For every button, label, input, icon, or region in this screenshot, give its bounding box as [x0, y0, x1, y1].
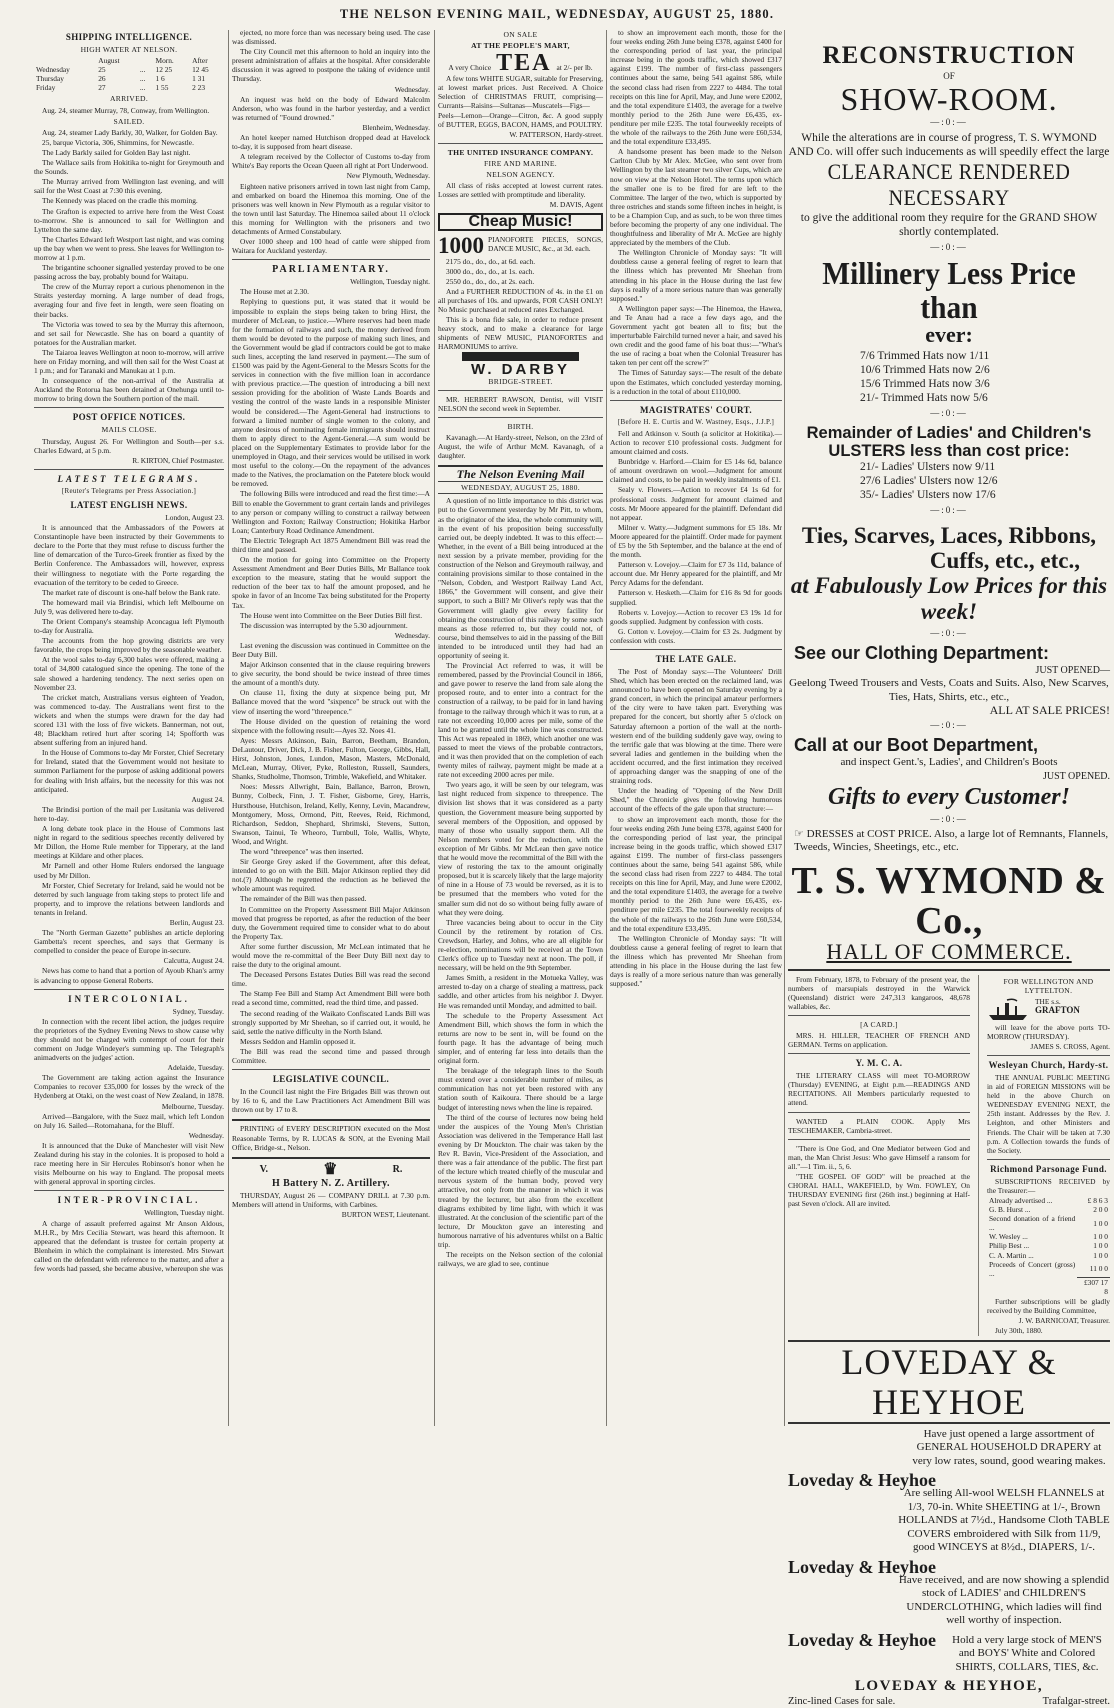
- dateline: Calcutta, August 24.: [163, 956, 224, 966]
- article-text: The remainder of the Bill was then passed.: [240, 894, 367, 904]
- loveday-item: [788, 1556, 1110, 1577]
- tea-ad: [438, 50, 603, 77]
- table-row: Friday 27 ... 1 55 2 23: [36, 83, 206, 93]
- article-text: Major Atkinson consented that in the clause requiring brewers to give security, the bond should be twice instead of three times the amount of a month's duty.: [232, 660, 430, 688]
- article-text: Sir George Grey asked if the Government, after this defeat, intended to go on with the Bill. Major Atkinson replied they did not.(?) Although he regretted the reduction as he believed the whole amount was required.: [232, 857, 430, 894]
- ad-text: Have received, and are now showing a splendid stock of LADIES' and CHILDREN'S UNDERCLOTHING, which ladies will find well worthy of inspection.: [898, 1573, 1110, 1627]
- ad-heading: ON SALE: [503, 30, 538, 39]
- price: at 2/- per lb.: [556, 63, 593, 73]
- signature: J. W. BARNICOAT, Treasurer.: [1018, 1315, 1110, 1325]
- section-heading: LEGISLATIVE COUNCIL.: [272, 1074, 390, 1085]
- article-text: The third of the course of lectures now being held under the auspices of the Young Men's Christian Association was delivered in the Temperance Hall last evening by Dr Mouckton. The chair was taken by the Rev R. Bavin, Vice-President of the Association, and there was a fair attendance of the public. The first part of the lecture which treated chiefly of the muscular and nervous system of the human body, proved very attractive, not only from the manner in which it was treated by the lecturer, but also from the excellent diagrams exhibited by lime light, with which it was illustrated. At the conclusion of the scientific part of the lecture, Dr Mouckton gave an interesting and humorous narrative of his adventures whilst on a Baltic trip.: [438, 1112, 604, 1249]
- ad-text: 2550 do., do., do., at 2s. each.: [446, 276, 535, 286]
- article-text: In Committee on the Property Assessment Bill Major Atkinson moved that progress be reported, as after the reduction of the beer duty, the Government required time to consider what to do about the Property Tax.: [232, 904, 430, 941]
- newspaper-title: The Nelson Evening Mail: [456, 467, 585, 482]
- dateline: Blenheim, Wednesday.: [362, 122, 430, 132]
- signature: BURTON WEST, Lieutenant.: [341, 1209, 430, 1219]
- article-text: A charge of assault preferred against Mr Anson Aldous, M.H.R., by Mrs Cecilia Stewart, was heard this afternoon. It appeared that the defendant is trustee for certain property at Blenheim in which the complainant is interested. Mrs Stewart called on the defendant with reference to the matter, and after a few words had passed, she became abusive, whereupon she was: [34, 1218, 224, 1273]
- article-text: An hotel keeper named Hutchison dropped dead at Havelock to-day, it is supposed from heart disease.: [232, 133, 430, 152]
- ad-text: Are selling All-wool WELSH FLANNELS at 1/3, 70-in. White SHEETING at 1/-, Brown HOLLANDS at 7½d., Handsome Cloth TABLE COVERS embroidered with Silk from 11/9, good WINCEYS at 8½d., DIAPERS, 1/-.: [898, 1487, 1110, 1554]
- ad-text: 2175 do., do., do., at 6d. each.: [446, 256, 536, 266]
- article-text: The crew of the Murray report a curious phenomenon in the Straits yesterday morning. A large number of dead frogs, averaging four and five feet in length, were seen floating on their backs.: [34, 282, 224, 319]
- article-text: In consequence of the non-arrival of the Australia at Auckland the Rotorua has been detained at Onehunga until to-morrow to bring down the Southern portion of the mail.: [34, 376, 224, 404]
- price-row: 15/6 Trimmed Hats now 3/6: [860, 378, 990, 390]
- loveday-name: Loveday & Heyhoe: [788, 1470, 936, 1491]
- article-text: A telegram received by the Collector of Customs to-day from White's Bay reports the Ocean Queen all right at Port Underwood.: [232, 152, 430, 171]
- article-text: The homeward mail via Brindisi, which left Melbourne on July 9, was delivered here to-day.: [34, 597, 224, 616]
- table-row: Proceeds of Concert (gross) ... 11 0 0: [989, 1259, 1108, 1278]
- ad-headline: See our Clothing Department:: [794, 643, 1050, 663]
- separator: —:0:—: [930, 628, 968, 638]
- subheading: [A CARD.]: [860, 1019, 898, 1029]
- article-text: The second reading of the Waikato Confiscated Lands Bill was strongly supported by Mr Sheehan, so if carried out, it would, he said, settle the native difficulty in the North Island.: [232, 1008, 430, 1036]
- article-text: The Charles Edward left Westport last night, and was coming up the bay when we went to press. She leaves for Wellington to-morrow at 1 p.m.: [34, 234, 224, 262]
- ad-heading: Wesleyan Church, Hardy-st.: [988, 1059, 1109, 1070]
- ad-text: MRS. H. HILLER, TEACHER OF FRENCH AND GERMAN. Terms on application.: [788, 1030, 970, 1050]
- table-row: Philip Best ... 1 0 0: [989, 1241, 1108, 1251]
- ad-headline: HALL OF COMMERCE.: [826, 938, 1072, 964]
- article-text: Eighteen native prisoners arrived in town last night from Camp, and embarked on board the Hinemoa this morning. One of the prisoners was well known in New Plymouth as a regular visitor to the town until last Saturday. The Hinemoa sailed about 11 o'clock this morning for Wellington with the prisoners and two detachments of Armed Constabulary.: [232, 181, 430, 236]
- article-text: Kavanagh.—At Hardy-street, Nelson, on the 23rd of August, the wife of Arthur McM. Kavanagh, of a daughter.: [438, 432, 603, 461]
- article-text: Mr Parnell and other Home Rulers endorsed the language used by Mr Dillon.: [34, 861, 224, 880]
- ad-headline: Ties, Scarves, Laces, Ribbons,: [801, 523, 1097, 548]
- article-text: The Deceased Persons Estates Duties Bill was read the second time.: [232, 970, 430, 989]
- column-1: [34, 28, 224, 1428]
- subheading: BIRTH.: [507, 421, 534, 431]
- cipher-letter: V.: [259, 1163, 269, 1175]
- ad-headline: RECONSTRUCTION: [822, 42, 1076, 69]
- ad-heading: NELSON AGENCY.: [486, 170, 555, 180]
- section-heading: MAGISTRATES' COURT.: [640, 404, 752, 415]
- ad-headline: Millinery Less Price than: [822, 255, 1076, 325]
- dateline: New Plymouth, Wednesday.: [346, 171, 430, 181]
- article-text: Under the heading of "Opening of the New Drill Shed," the Chronicle gives the following humorous account of the effects of the gale upon that structure:—: [610, 786, 782, 814]
- ad-text: Zinc-lined Cases for sale.: [788, 1696, 896, 1708]
- ad-text: This is a bona fide sale, in order to reduce present heavy stock, and to make a clearance for large shipments of NEW MUSIC, PIANOFORTES and HARMONIUMS to arrive.: [438, 315, 603, 352]
- ad-text: While the alterations are in course of progress, T. S. WYMOND AND Co. will offer such inducements as will speedily effect the large: [788, 132, 1110, 158]
- ad-text: will leave for the above ports TO-MORROW (THURSDAY).: [987, 1022, 1110, 1041]
- article-text: In the House of Commons to-day Mr Forster, Chief Secretary for Ireland, stated that the Government would not hesitate to summon Parliament for the purpose of asking additional powers for dealing with Irish affairs, but the necessity for this was not anticipated.: [34, 748, 224, 794]
- article-text: to show an improvement each month, those for the four weeks ending 26th June being £378, against £400 for the corresponding period of last year, the principal increase being in the goods traffic, which showed £317 against £199. The number of first-class passengers continues about the same, being 541 against 586, while the second class had risen from 2227 to 4484. The total receipts on this line for April, May, and June were £2002, and the total expenditure £1403, the average for a twelve monthly period to the 26th June were £6,435, ex-penditure per mile £235. The total fourweekly receipts of the whole of the railways to the 26th June were £60,534, and the total expenditure £33,495.: [610, 28, 782, 147]
- loveday-name: Loveday & Heyhoe: [788, 1556, 936, 1577]
- loveday-name: Loveday & Heyhoe: [788, 1629, 936, 1650]
- steamship-icon: [987, 997, 1031, 1023]
- article-text: The schedule to the Property Assessment Act Amendment Bill, which shows the form in which the returns are now to be sent in, will be found on the fourth page. It has the advantage of being much simpler, and of entering far less into details than the original form.: [438, 1010, 603, 1066]
- article-text: The Kennedy was placed on the cradle this morning.: [42, 196, 198, 206]
- article-text: In the Council last night the Fire Brigades Bill was thrown out by 16 to 6, and the Law Practitioners Act Amendment Bill was thrown out by 17 to 8.: [232, 1087, 430, 1115]
- article-text: The brigantine schooner signalled yesterday proved to be one passing across the bay, probably bound for Waitapu.: [34, 263, 224, 282]
- article-text: The Orient Company's steamship Aconcagua left Plymouth to-day for Australia.: [34, 616, 224, 636]
- battery-heading: H Battery N. Z. Artillery.: [272, 1177, 390, 1189]
- article-text: The accounts from the hop growing districts are very favorable, the crops being improved by the seasonable weather.: [34, 636, 224, 655]
- article-text: Arrived—Bangalore, with the Suez mail, which left London on July 16. Sailed—Rotomahana, for the Bluff.: [34, 1111, 224, 1130]
- ad-text: OF: [943, 71, 955, 81]
- article-text: ejected, no more force than was necessary being used. The case was dismissed.: [232, 28, 430, 47]
- darby-name: W. DARBY: [471, 361, 570, 379]
- darby-banner: [462, 352, 579, 361]
- article-text: The Grafton is expected to arrive here from the West Coast to-morrow. She is announced to sail for Wellington and Lyttelton the same day.: [34, 206, 224, 234]
- section-heading: LATEST ENGLISH NEWS.: [70, 499, 188, 510]
- ad-heading: THE UNITED INSURANCE COMPANY.: [447, 147, 594, 157]
- article-text: Last evening the discussion was continued in Committee on the Beer Duty Bill.: [232, 640, 430, 659]
- loveday-item: [788, 1470, 1110, 1491]
- table-row: Thursday 26 ... 1 6 1 31: [36, 74, 206, 84]
- crown-icon: ♛: [323, 1160, 338, 1178]
- signature: M. DAVIS, Agent: [549, 200, 603, 210]
- ad-text: A few tons WHITE SUGAR, suitable for Preserving, at lowest market prices. Just Received. A Choice Selection of CHRISTMAS FRUIT, comprising—Currants—Raisins—Sultanas—Muscatels—Figs—Peels—Lemon—Orange—Citron, &c. A good supply of BUTTER, EGGS, BACON, HAMS, and POULTRY.: [438, 74, 603, 129]
- separator: —:0:—: [930, 813, 968, 824]
- article-text: The House divided on the question of retaining the word sixpence with the following result:—Ayes 32. Noes 41.: [232, 716, 430, 735]
- column-rule: [434, 30, 435, 1426]
- section-heading: INTER-PROVINCIAL.: [57, 1195, 201, 1206]
- ad-text: JUST OPENED.: [1042, 770, 1110, 782]
- ad-text: MR. HERBERT RAWSON, Dentist, will VISIT NELSON the second week in September.: [438, 394, 603, 413]
- table-row: W. Wesley ... 1 0 0: [989, 1232, 1108, 1242]
- article-text: Fell and Atkinson v. South (a solicitor at Hokitika).—Action to recover £10 professional costs. Judgment for amount claimed and costs.: [610, 428, 782, 457]
- advertisement-column: [788, 28, 1110, 1708]
- table-header: Morn.: [155, 56, 174, 66]
- separator: —:0:—: [930, 408, 968, 418]
- article-text: The following Bills were introduced and read the first time:—A Bill to enable the Government to grant certain lands and privileges to any person or company willing to construct a railway between Wellington and Foxton; Railway Construction; Hokitika Harbor Loan; Canterbury Road Ordinance Amendment.: [232, 489, 430, 535]
- ad-text: JUST OPENED—: [1035, 665, 1110, 676]
- ad-text: "THE GOSPEL OF GOD" will be preached at the CHORAL HALL, WAKEFIELD, by Wm. FOWLEY, On THURSDAY EVENING first (26th inst.) beginning at Half-past Seven o'clock. All are invited.: [788, 1172, 970, 1209]
- section-heading: INTERCOLONIAL.: [68, 993, 190, 1004]
- subheading: ARRIVED.: [109, 94, 149, 104]
- column-rule: [784, 30, 785, 1426]
- article-text: The House met at 2.30.: [240, 287, 309, 297]
- table-row: Already advertised ... £ 8 6 3: [989, 1196, 1108, 1205]
- lower-ads: [788, 969, 1110, 1336]
- article-text: Two years ago, it will be seen by our telegram, was last night reduced from sixpence to threepence. The division list shows that it was considered as a party question, the Government measure being supported by several members of the Opposition, and opposed by many of those who usually support them. All the Nelson members voted for the reduction, with the exception of Mr Gibbs. Mr McLean then gave notice that he would move the recommittal of the Bill with the view of restoring the tax to the amount originally proposed, but it is scarcely likely that the large majority of nine in a House of 73 would be reversed, as it is to be presumed that the members who voted for the smaller sum did not do so without being fully aware of what they were doing.: [438, 780, 603, 917]
- loveday-footer: LOVEDAY & HEYHOE,: [854, 1678, 1044, 1695]
- article-text: Patterson v. Lovejoy.—Claim for £7 3s 11d, balance of account due. Mr Henry appeared for the plaintiff, and Mr Percy Adams for the defendant.: [610, 560, 782, 588]
- tea-headline: TEA: [496, 50, 552, 77]
- article-text: In connection with the recent libel action, the judges require the proprietors of the Sydney Evening News to show cause why they should not be charged with contempt of court for their comment on Judge Windeyer's summing up. The Telegraph's animadverts on the judges' action.: [34, 1016, 224, 1063]
- price-row: 35/- Ladies' Ulsters now 17/6: [860, 489, 996, 501]
- ad-text: Further subscriptions will be gladly received by the Building Committee,: [987, 1296, 1110, 1315]
- table-header: August: [98, 56, 120, 66]
- ad-headline: Cuffs, etc., etc.,: [929, 548, 1080, 573]
- ad-text: and inspect Gent.'s, Ladies', and Children's Boots: [840, 756, 1058, 768]
- article-text: The City Council met this afternoon to hold an inquiry into the present administration of affairs at the hospital. After considerable discussion it was agreed to postpone the taking of evidence until Thursday.: [232, 47, 430, 84]
- ad-text: "There is One God, and One Mediator between God and man, the Man Christ Jesus: Who gave Himself a ransom for all."—1 Tim. ii., 5, 6.: [788, 1143, 970, 1171]
- section-heading: LATEST TELEGRAMS.: [57, 473, 201, 484]
- article-text: G. Cotton v. Lovejoy.—Claim for £3 2s. Judgment by confession with costs.: [610, 626, 782, 645]
- article-text: The market rate of discount is one-half below the Bank rate.: [42, 587, 220, 597]
- ad-text: 3000 do., do., do., at 1s. each.: [446, 266, 535, 276]
- article-text: An inquest was held on the body of Edward Malcolm Anderson, who was found in the harbor yesterday, and a verdict was returned of "Found drowned.": [232, 94, 430, 122]
- section-heading: THE LATE GALE.: [655, 654, 737, 664]
- subscriptions-table: [987, 1196, 1110, 1297]
- article-text: to show an improvement each month, those for the four weeks ending 26th June being £378, against £400 for the corresponding period of last year, the principal increase being in the goods traffic, which showed £317 against £199. The number of first-class passengers continues about the same, being 541 against 586, while the second class had risen from 2227 to 4484. The total receipts on this line for April, May, and June were £2002, and the total expenditure £1403, the average for a twelve monthly period to the 26th June were £6,435, ex-penditure per mile £235. The total fourweekly receipts of the whole of the railways to the 26th June were £60,534, and the total expenditure £33,495.: [610, 814, 782, 933]
- signature: R. KIRTON, Chief Postmaster.: [132, 455, 224, 465]
- ad-heading: AT THE PEOPLE'S MART,: [471, 41, 570, 51]
- article-text: Three vacancies being about to occur in the City Council by the retirement by rotation of Crs. Crewdson, Harley, and Johns, who are all eligible for re-election, nominations will be received at the Town Clerk's office up to Tuesday next at noon. The poll, if necessary, will be held on the 9th September.: [438, 917, 603, 973]
- article-text: On clause 11, fixing the duty at sixpence being put, Mr Ballance moved that the word "sixpence" be struck out with the view of inserting the word "threepence.": [232, 688, 430, 716]
- ad-text: All class of risks accepted at lowest current rates. Losses are settled with promptitude and liberality.: [438, 181, 603, 200]
- article-text: News has come to hand that a portion of Ayoub Khan's army is advancing to oppose General Roberts.: [34, 966, 224, 985]
- article-text: The "North German Gazette" publishes an article deploring Gambetta's recent speeches, and says that Germany is compelled to consider the peace of Europe in-secure.: [34, 928, 224, 956]
- ad-headline: Remainder of Ladies' and Children's ULSTERS less than cost price:: [806, 424, 1092, 460]
- price-row: 27/6 Ladies' Ulsters now 12/6: [860, 475, 998, 487]
- loveday-item: [788, 1629, 1110, 1675]
- article-text: Ayes: Messrs Atkinson, Bain, Barron, Beetham, Brandon, DeLautour, Driver, Dick, J. B. Fisher, Fulton, George, Gibbs, Hall, Hirst, Johnston, Jones, Lundon, Mason, Masters, McDonald, McLean, Murray, Oliver, Pyke, Rolleston, Russell, Saunders, Shanks, Studholme, Thomson, Trimble, Wakefield, and Whitaker.: [232, 735, 430, 782]
- ship-ad: [987, 997, 1110, 1023]
- dateline: Berlin, August 23.: [169, 917, 224, 927]
- article-text: Noes: Messrs Allwright, Bain, Ballance, Barron, Brown, Bunny, Colbeck, Finn, J. T. Fisher, Gisborne, Grey, Harris, Hursthouse, Hutchison, Ireland, Kelly, Kenny, Levin, Macandrew, Montgomery, Moss, Ormond, Pitt, Reeves, Reid, Richmond, Richardson, Seddon, Shephard, Shrimski, Stevens, Sutton, Swanson, Tainui, Te Wheoro, Turnbull, Tole, Wallis, Whyte, Wood, and Wright.: [232, 782, 430, 846]
- table-row: C. A. Martin ... 1 0 0: [989, 1250, 1108, 1260]
- price-row: 10/6 Trimmed Hats now 2/6: [860, 364, 990, 376]
- section-heading: POST OFFICE NOTICES.: [72, 412, 186, 423]
- article-text: A Wellington paper says:—The Hinemoa, the Hawea, and Te Anau had a race a few days ago, and the Government yacht got beaten all to fits; but the imperturbable Fairchild turned never a hair, and saved his own credit and the good fame of his boat thus:—"What's the use of racing a boat when the Colonial Treasurer has taken ten per cent off the screw?": [610, 303, 782, 368]
- article-text: The Victoria was towed to sea by the Murray this afternoon, and set sail for Newcastle. She has on board a quantity of potatoes for the Australian market.: [34, 319, 224, 347]
- section-heading: SHIPPING INTELLIGENCE.: [65, 32, 193, 42]
- article-text: Replying to questions put, it was stated that it would be impossible to explain the steps being taken to bring Hirst, the murderer of McLean, to justice.—Where reserves had been made for the formation of railways and such, the money derived from them would be devoted to the purpose of making such lines, and the Government would be glad if contractors could be got to make such lines, accepting the land reserved in payment.—The sum of £1500 was paid by the Agent-General to the Messrs Scotts for the services in connection with the five million loan in accordance with previous practice.—The question of introducing a bill next session providing for the abolition of Waste Lands Boards and vesting the control of the waste lands in a responsible Minister would be considered.—The Agent-General had instructions to forward a limited number of single women to the colony, and anyone desirous of nominating female immigrants should instruct them to apply direct to the Agent-General.—A sum would be placed on the Supplementary Estimates to provide labor for the unemployed in Otago, and their services would be utilised in work most useful to the colony.—On the repayment of the advances made to the Natives, the proclamation on the Patetere block would be removed.: [232, 297, 430, 489]
- ad-text: THE s.s.: [1035, 996, 1061, 1006]
- ad-heading: Richmond Parsonage Fund.: [990, 1163, 1107, 1174]
- article-text: Milner v. Watty.—Judgment summons for £5 18s. Mr Moore appeared for the plaintiff. Order made for payment of £5 by the 5th September, and the balance at the end of the month.: [610, 522, 782, 560]
- ad-text: THE ANNUAL PUBLIC MEETING in aid of FOREIGN MISSIONS will be held in the above Church on WEDNESDAY EVENING NEXT, the 25th instant. Addresses by the Rev. J. Leighton, and other Ministers and Friends. The Chair will be taken at 7.30 p.m. A Collection towards the funds of the Society.: [987, 1072, 1110, 1155]
- article-text: Bunbridge v. Harford.—Claim for £5 14s 6d, balance of amount overdrawn on wool.—Judgment for amount claimed and costs, to be paid in weekly instalments of £1.: [610, 457, 782, 485]
- dateline: Wellington, Tuesday night.: [144, 1208, 224, 1218]
- article-text: It is announced that the Duke of Manchester will visit New Zealand during his stay in the colonies. It is proposed to hold a race meeting here in Sir Hercules Robinson's honor when he visits Melbourne on his way to England. The proposal meets with general approval in sporting circles.: [34, 1140, 224, 1187]
- article-text: The breakage of the telegraph lines to the South must extend over a considerable number of miles, as communication has not yet been restored with any station south of Kaikoura. There should be a large budget of interesting news when the line is repaired.: [438, 1066, 603, 1112]
- article-text: The Lady Barkly sailed for Golden Bay last night.: [42, 147, 191, 157]
- price-row: 7/6 Trimmed Hats now 1/11: [860, 350, 990, 362]
- ad-text: THE LITERARY CLASS will meet TO-MORROW (Thursday) EVENING, at Eight p.m.—READINGS AND RECITATIONS. All Members particularly requested to attend.: [788, 1071, 970, 1108]
- article-text: The Wellington Chronicle of Monday says: "It will doubtless cause a general feeling of regret to learn that the illness which has prevented Mr Sheehan from attending in his place in the House during the last few days is really of a more serious nature than was generally supposed.": [610, 933, 782, 989]
- dateline: Adelaide, Tuesday.: [167, 1063, 224, 1073]
- signature: W. PATTERSON, Hardy-street.: [509, 129, 603, 139]
- ad-headline: at Fabulously Low Prices for this week!: [790, 573, 1108, 624]
- article-text: It is announced that the Ambassadors of the Powers at Constantinople have been instructed by their Governments to declare to the Porte that they must refuse to discuss further the line of demarcation of the Turco-Greek frontier as fixed by the Berlin Conference. The Ambassadors will, however, express their willingness to negotiate with the Porte regarding the evacuation of the territory to be ceded to Greece.: [34, 523, 224, 587]
- dateline: Sydney, Tuesday.: [172, 1006, 224, 1016]
- signature: JAMES S. CROSS, Agent.: [1030, 1041, 1110, 1051]
- ad-text: PIANOFORTE PIECES, SONGS, DANCE MUSIC, &c., at 3d. each.: [488, 234, 603, 253]
- article-text: A handsome present has been made to the Nelson Carlton Club by Mr Alex. McGee, who sent over from Wellington by the last steamer two silver Cups, which are now on view at the Nelson Hotel. The terms upon which the smaller one is to be fired for are left to the Committee. The larger of the two, which is supported by three ostriches and stands some fifteen inches in height, is to be a Champion Cup, and as such, to be won three times before becoming the property of any one individual. The thoughtfulness and liberality of Mr A. McGee are highly appreciated by the members of the Club.: [610, 147, 782, 248]
- article-text: The Post of Monday says:—The Volunteers' Drill Shed, which has been erected on the reclaimed land, was announced to have been opened on Saturday evening by a grand concert, in which the principal amateur performers of the city were to have taken part. Everything was prepared for the concert, but shortly after 5 o'clock on Saturday afternoon a portion of the wall at the north-western end of the building suddenly gave way, owing to the terrific gale that was blowing at the time. There were several ladies and gentlemen in the building when the accident occurred, and the first intimation they received of approaching danger was the snapping of one of the straining rods.: [610, 667, 782, 786]
- ad-headline: SHOW-ROOM.: [840, 81, 1058, 117]
- subheading: MAILS CLOSE.: [101, 425, 157, 435]
- article-text: A long debate took place in the House of Commons last night in regard to the seditious speeches recently delivered by Mr Dillon, the Home Rule member for Tipperary, at the land meetings at Kildare and other places.: [34, 824, 224, 861]
- ad-text: to give the additional room they require for the GRAND SHOW shortly contemplated.: [800, 212, 1098, 238]
- column-4: [610, 28, 782, 1428]
- ad-heading: Y. M. C. A.: [855, 1058, 903, 1069]
- ad-text: And a FURTHER REDUCTION of 4s. in the £1 on all purchases of 10s. and upwards, FOR CASH ONLY! No Music purchased at reduced rates Exchanged.: [438, 286, 603, 314]
- ad-text: ALL AT SALE PRICES!: [989, 703, 1110, 717]
- printing-notice: PRINTING of EVERY DESCRIPTION executed on the Most Reasonable Terms, by R. LUCAS & SON, at the Evening Mail Office, Bridge-st., Nelson.: [232, 1124, 430, 1152]
- table-row: G. B. Hurst ... 2 0 0: [989, 1205, 1108, 1215]
- date-line: WEDNESDAY, AUGUST 25, 1880.: [438, 481, 603, 494]
- separator: —:0:—: [930, 505, 968, 515]
- dateline: Wednesday.: [188, 1130, 224, 1140]
- subheading: [Reuter's Telegrams per Press Association.]: [61, 486, 197, 495]
- column-rule: [228, 30, 229, 1426]
- table-row: Second donation of a friend ... 1 0 0: [989, 1214, 1108, 1233]
- ad-headline: CLEARANCE RENDERED NECESSARY: [827, 159, 1071, 210]
- article-text: James Smith, a resident in the Motueka Valley, was arrested to-day on a charge of stealing a mattress, pack saddle, and other articles from his neighbor J. Dwyer. He was remanded until Monday, and admitted to bail.: [438, 973, 603, 1010]
- article-text: Patterson v. Hesketh.—Claim for £16 8s 9d for goods supplied.: [610, 588, 782, 607]
- lower-ads-right: [987, 975, 1110, 1336]
- pointing-hand-icon: ☞: [794, 827, 804, 840]
- price-row: 21/- Trimmed Hats now 5/6: [860, 392, 988, 404]
- article-text: The House went into Committee on the Beer Duties Bill first.: [240, 610, 423, 620]
- ship-name: GRAFTON: [1035, 1004, 1080, 1015]
- article-text: The Bill was read the second time and passed through Committee.: [232, 1046, 430, 1066]
- cheap-music-headline: Cheap Music!: [438, 213, 603, 230]
- article-text: Mr Forster, Chief Secretary for Ireland, said he would not be deterred by such language from taking steps to protect life and property, and to improve the relations between landlords and tenants in Ireland.: [34, 880, 224, 917]
- royal-cipher: [232, 1160, 430, 1178]
- article-text: Over 1000 sheep and 100 head of cattle were shipped from Waitara for Auckland yesterday.: [232, 237, 430, 256]
- ad-text: A very Choice: [448, 63, 492, 73]
- ad-headline: Call at our Boot Department,: [794, 735, 1039, 755]
- column-rule: [606, 30, 607, 1426]
- ad-headline: Gifts to every Customer!: [828, 783, 1070, 810]
- article-text: 25, barque Victoria, 306, Shimmins, for Newcastle.: [42, 137, 194, 147]
- ad-text: Geelong Tweed Trousers and Vests, Coats and Suits. Also, New Scarves, Ties, Hats, Shirts, etc., etc.,: [789, 677, 1109, 703]
- article-text: The receipts on the Nelson section of the colonial railways, we are glad to see, continue: [438, 1250, 603, 1269]
- loveday-headline: LOVEDAY & HEYHOE: [788, 1340, 1110, 1424]
- dateline: Wellington, Tuesday night.: [350, 277, 430, 287]
- lower-ads-left: [788, 975, 970, 1336]
- ad-headline: ever:: [925, 322, 973, 347]
- column-3: [438, 28, 603, 1428]
- article-text: The Wellington Chronicle of Monday says: "It will doubtless cause a general feeling of regret to learn that the illness which has prevented Mr Sheehan from attending in his place in the House during the last few days is really of a more serious nature than was generally supposed.": [610, 248, 782, 303]
- article-text: The Wallace sails from Hokitika to-night for Greymouth and the Sounds.: [34, 158, 224, 177]
- cipher-letter: R.: [392, 1163, 403, 1175]
- article-text: Sealy v. Flowers.—Action to recover £4 1s 6d for professional costs. Judgment for amount claimed and costs. Mr Moore appeared for the plaintiff. Defendant did not appear.: [610, 485, 782, 522]
- ad-text: July 30th, 1880.: [995, 1325, 1043, 1335]
- article-text: The Times of Saturday says:—The result of the debate upon the Estimates, which concluded yesterday morning, is a reduction in the total of about £110,000.: [610, 368, 782, 396]
- article-text: The Brindisi portion of the mail per Lusitania was delivered here to-day.: [34, 804, 224, 823]
- high-water-table: [34, 56, 224, 92]
- separator: —:0:—: [930, 242, 968, 252]
- dateline: Wednesday.: [394, 84, 430, 94]
- section-heading: PARLIAMENTARY.: [272, 264, 390, 276]
- ad-text: SUBSCRIPTIONS RECEIVED by the Treasurer:—: [987, 1176, 1110, 1195]
- article-text: The word "threepence" was then inserted.: [240, 846, 364, 856]
- separator: —:0:—: [930, 720, 968, 730]
- article-text: The Taiaroa leaves Wellington at noon to-morrow, will arrive here on Friday morning, and will then sail for the West Coast at 1 p.m.; and for Taranaki and Manukau at 1 p.m.: [34, 347, 224, 376]
- subheading: [Before H. E. Curtis and W. Wastney, Esqs., J.J.P.]: [617, 417, 775, 426]
- article-text: The Provincial Act referred to was, it will be remembered, passed by the Provincial Council in 1866, and gave power to reserve the land from sale along the proposed route, and to enter into a contract for the construction of a railway, to be paid for in land having frontage to the railway through which it was to run, at a rate not exceeding 10,000 acres per mile, some of the land to be granted until the whole line was constructed. This Act was repealed in 1869, which another one was passed to meet the views of the probable contractors, and it was then provided that on the completion of each twenty miles of railway, payment might be made at a rate not exceeding 2000 acres per mile.: [438, 661, 603, 780]
- article-text: The Government are taking action against the Insurance Companies to recover £35,000 for losses by the wreck of the Hydenberg at Otaki, on the west coast of New Zealand, in 1878.: [34, 1073, 224, 1101]
- ad-text: Have just opened a large assortment of GENERAL HOUSEHOLD DRAPERY at very low rates, sound, good wearing makes.: [912, 1427, 1106, 1467]
- article-text: After some further discussion, Mr McLean intimated that he would move the re-committal of the Beer Duty Bill next day to raise the duty to the original amount.: [232, 941, 430, 970]
- table-row: Wednesday 25 ... 12 25 12 45: [36, 65, 209, 75]
- price-row: 21/- Ladies' Ulsters now 9/11: [860, 461, 996, 473]
- article-text: The Stamp Fee Bill and Stamp Act Amendment Bill were both read a second time, committed, read the third time, and passed.: [232, 989, 430, 1008]
- masthead: THE NELSON EVENING MAIL, WEDNESDAY, AUGUST 25, 1880.: [339, 7, 775, 21]
- loveday-last-line: [788, 1695, 1110, 1708]
- subheading: SAILED.: [113, 116, 145, 126]
- dateline: London, August 23.: [165, 512, 224, 522]
- ad-text: Trafalgar-street.: [1042, 1696, 1110, 1708]
- ad-headline: T. S. WYMOND & Co.,: [791, 859, 1107, 942]
- dateline: Wednesday.: [394, 630, 430, 640]
- ad-heading: FOR WELLINGTON AND LYTTELTON.: [1003, 976, 1094, 995]
- article-text: At the wool sales to-day 6,300 bales were offered, making a total of 34,800 catalogued since the opening. The tone of the sale showed a hardening tendency. The next series open on November 23.: [34, 655, 224, 692]
- big-number: 1000: [438, 232, 484, 258]
- dateline: August 24.: [191, 794, 224, 804]
- table-header: After: [192, 56, 208, 66]
- ad-text: [788, 828, 1110, 855]
- article-text: THURSDAY, August 26 — COMPANY DRILL at 7.30 p.m. Members will attend in Uniforms, with Carbines.: [232, 1190, 430, 1209]
- table-row: £307 17 8: [987, 1278, 1110, 1297]
- article-text: Messrs Seddon and Hamlin opposed it.: [240, 1036, 356, 1046]
- article-text: The discussion was interrupted by the 5.30 adjournment.: [240, 620, 408, 630]
- ad-heading: FIRE AND MARINE.: [484, 158, 557, 168]
- dateline: Melbourne, Tuesday.: [161, 1101, 224, 1111]
- article-text: Aug. 24, steamer Murray, 78, Conway, from Wellington.: [42, 105, 210, 115]
- article-text: From February, 1878, to February of the present year, the numbers of marsupials destroyed in the Warwick (Queensland) district were 247,313 kangaroos, 48,678 wallabies, &c.: [788, 974, 970, 1011]
- subheading: HIGH WATER AT NELSON.: [80, 45, 178, 54]
- article-text: Thursday, August 26. For Wellington and South—per s.s. Charles Edward, at 5 p.m.: [34, 436, 224, 455]
- column-2: [232, 28, 430, 1428]
- article-text: A question of no little importance to this district was put to the Government yesterday by Mr Pitt, to whom, as the originator of the idea, the whole community will, in the event of his proposition being successfully carried out, be deeply indebted. It was to this effect:—Whether, in the event of a Bill being introduced at the next session by a private member, providing for the construction of the Nelson and Greymouth railway, and containing provisions similar to those contained in the "Nelson, Cobden, and Westport Railway Land Act, 1866," the Government will consent, and give their support, to such a Bill? Mr Oliver's reply was that the Government will gladly give every facility for obtaining the construction of this railway by some such means as those referred to, but they could not, of course, bind themselves to aid in the passing of the Bill intended to be introduced until they had had an opportunity of seeing it.: [438, 496, 603, 660]
- article-text: Roberts v. Lovejoy.—Action to recover £3 19s 1d for goods supplied. Judgment by confession with costs.: [610, 607, 782, 626]
- ad-text: WANTED a PLAIN COOK. Apply Mrs TESCHEMAKER, Cambria-street.: [788, 1116, 970, 1135]
- article-text: The Electric Telegraph Act 1875 Amendment Bill was read the third time and passed.: [232, 535, 430, 554]
- separator: —:0:—: [930, 117, 968, 127]
- ad-text: DRESSES at COST PRICE. Also, a large lot of Remnants, Flannels, Tweeds, Wincies, Sheetings, etc., etc.: [794, 827, 1109, 853]
- article-text: The cricket match, Australians versus eighteen of Yeadon, was commenced to-day. The Australians went first to the wickets and when the stumps were drawn for the day had scored 131 with the loss of five wickets. Bannerman, not out, 48; Blackham retired hurt after scoring 14; Spofforth was absent suffering from an injured hand.: [34, 692, 224, 748]
- article-text: The Murray arrived from Wellington last evening, and will sail for the West Coast at 7:30 this evening.: [34, 177, 224, 196]
- article-text: On the motion for going into Committee on the Property Assessment Amendment and Beer Duties Bills, Mr Ballance took exception to the measure, stating that he would support the reduction of the beer tax to half the amount proposed, and he spoke in favor of an Income Tax being substituted for the Property Tax.: [232, 555, 430, 610]
- article-text: Aug. 24, steamer Lady Barkly, 30, Walker, for Golden Bay.: [42, 127, 218, 137]
- ad-heading: BRIDGE-STREET.: [488, 376, 553, 386]
- ad-text: Hold a very large stock of MEN'S and BOYS' White and Colored SHIRTS, COLLARS, TIES, &c.: [952, 1633, 1102, 1673]
